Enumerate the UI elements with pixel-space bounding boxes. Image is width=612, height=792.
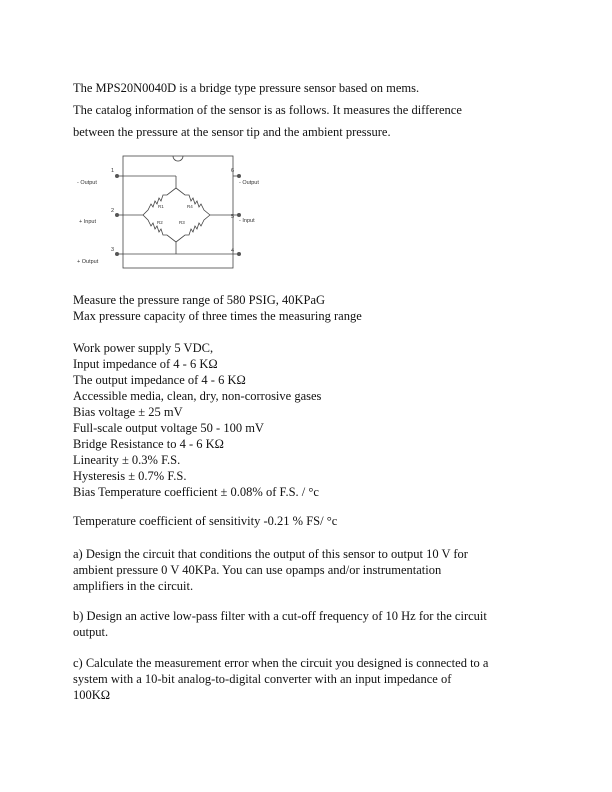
spec-item: Hysteresis ± 0.7% F.S. bbox=[73, 469, 187, 483]
pin-6-label: - Output bbox=[239, 180, 259, 186]
resistor-r3-label: R3 bbox=[179, 220, 185, 225]
question-b-line: output. bbox=[73, 625, 109, 639]
spec-item: Bias Temperature coefficient ± 0.08% of F.S. / °c bbox=[73, 485, 319, 499]
bridge-schematic bbox=[73, 150, 273, 274]
pin-4-number: 4 bbox=[231, 248, 235, 254]
pin-1-number: 1 bbox=[111, 168, 115, 174]
pin-3-label: + Output bbox=[77, 259, 99, 265]
spec-item: Work power supply 5 VDC, bbox=[73, 341, 214, 355]
range-line: Max pressure capacity of three times the measuring range bbox=[73, 309, 362, 323]
pin-5-number: 5 bbox=[231, 214, 235, 220]
question-a-line: amplifiers in the circuit. bbox=[73, 579, 194, 593]
question-b-line: b) Design an active low-pass filter with a cut-off frequency of 10 Hz for the circuit bbox=[73, 609, 487, 623]
spec-item: The output impedance of 4 - 6 KΩ bbox=[73, 373, 246, 387]
pin-2-number: 2 bbox=[111, 208, 115, 214]
resistor-r4 bbox=[176, 188, 210, 215]
resistor-r4-label: R4 bbox=[187, 204, 193, 209]
spec-item: Bridge Resistance to 4 - 6 KΩ bbox=[73, 437, 224, 451]
spec-item: Linearity ± 0.3% F.S. bbox=[73, 453, 181, 467]
temperature-coefficient bbox=[73, 513, 553, 529]
pin-6-number: 6 bbox=[231, 168, 235, 174]
question-c bbox=[73, 655, 553, 703]
question-a-line: ambient pressure 0 V 40KPa. You can use opamps and/or instrumentation bbox=[73, 563, 442, 577]
pin-1-dot bbox=[115, 174, 119, 178]
pin-3-number: 3 bbox=[111, 247, 115, 253]
intro-line: The MPS20N0040D is a bridge type pressure sensor based on mems. bbox=[73, 81, 420, 95]
spec-item: Input impedance of 4 - 6 KΩ bbox=[73, 357, 218, 371]
pin-1-label: - Output bbox=[77, 180, 97, 186]
spec-item: Full-scale output voltage 50 - 100 mV bbox=[73, 421, 264, 435]
question-a-line: a) Design the circuit that conditions the output of this sensor to output 10 V for bbox=[73, 547, 468, 561]
question-a bbox=[73, 546, 553, 594]
spec-list bbox=[73, 340, 553, 500]
pin-6-dot bbox=[237, 174, 241, 178]
pin-2-label: + Input bbox=[79, 219, 96, 225]
spec-item: Accessible media, clean, dry, non-corrosive gases bbox=[73, 389, 322, 403]
range-line: Measure the pressure range of 580 PSIG, 40KPaG bbox=[73, 293, 326, 307]
pin-2-dot bbox=[115, 213, 119, 217]
pin-5-dot bbox=[237, 213, 241, 217]
resistor-r1-label: R1 bbox=[158, 204, 164, 209]
pressure-range-block bbox=[73, 292, 553, 324]
pin-3-dot bbox=[115, 252, 119, 256]
intro-line: The catalog information of the sensor is as follows. It measures the difference bbox=[73, 103, 462, 117]
bridge-circuit-diagram bbox=[73, 150, 273, 278]
tempco-line: Temperature coefficient of sensitivity -0.21 % FS/ °c bbox=[73, 514, 338, 528]
resistor-r1 bbox=[143, 188, 176, 215]
pin-4-dot bbox=[237, 252, 241, 256]
question-c-line: 100KΩ bbox=[73, 688, 111, 702]
package-notch bbox=[173, 156, 183, 161]
package-outline bbox=[123, 156, 233, 268]
question-b bbox=[73, 608, 553, 640]
question-c-line: system with a 10-bit analog-to-digital converter with an input impedance of bbox=[73, 672, 452, 686]
pin-5-label: - Input bbox=[239, 218, 255, 224]
intro-line: between the pressure at the sensor tip and the ambient pressure. bbox=[73, 125, 391, 139]
intro-paragraph bbox=[73, 77, 553, 143]
question-c-line: c) Calculate the measurement error when the circuit you designed is connected to a bbox=[73, 656, 489, 670]
spec-item: Bias voltage ± 25 mV bbox=[73, 405, 183, 419]
resistor-r2-label: R2 bbox=[157, 220, 163, 225]
